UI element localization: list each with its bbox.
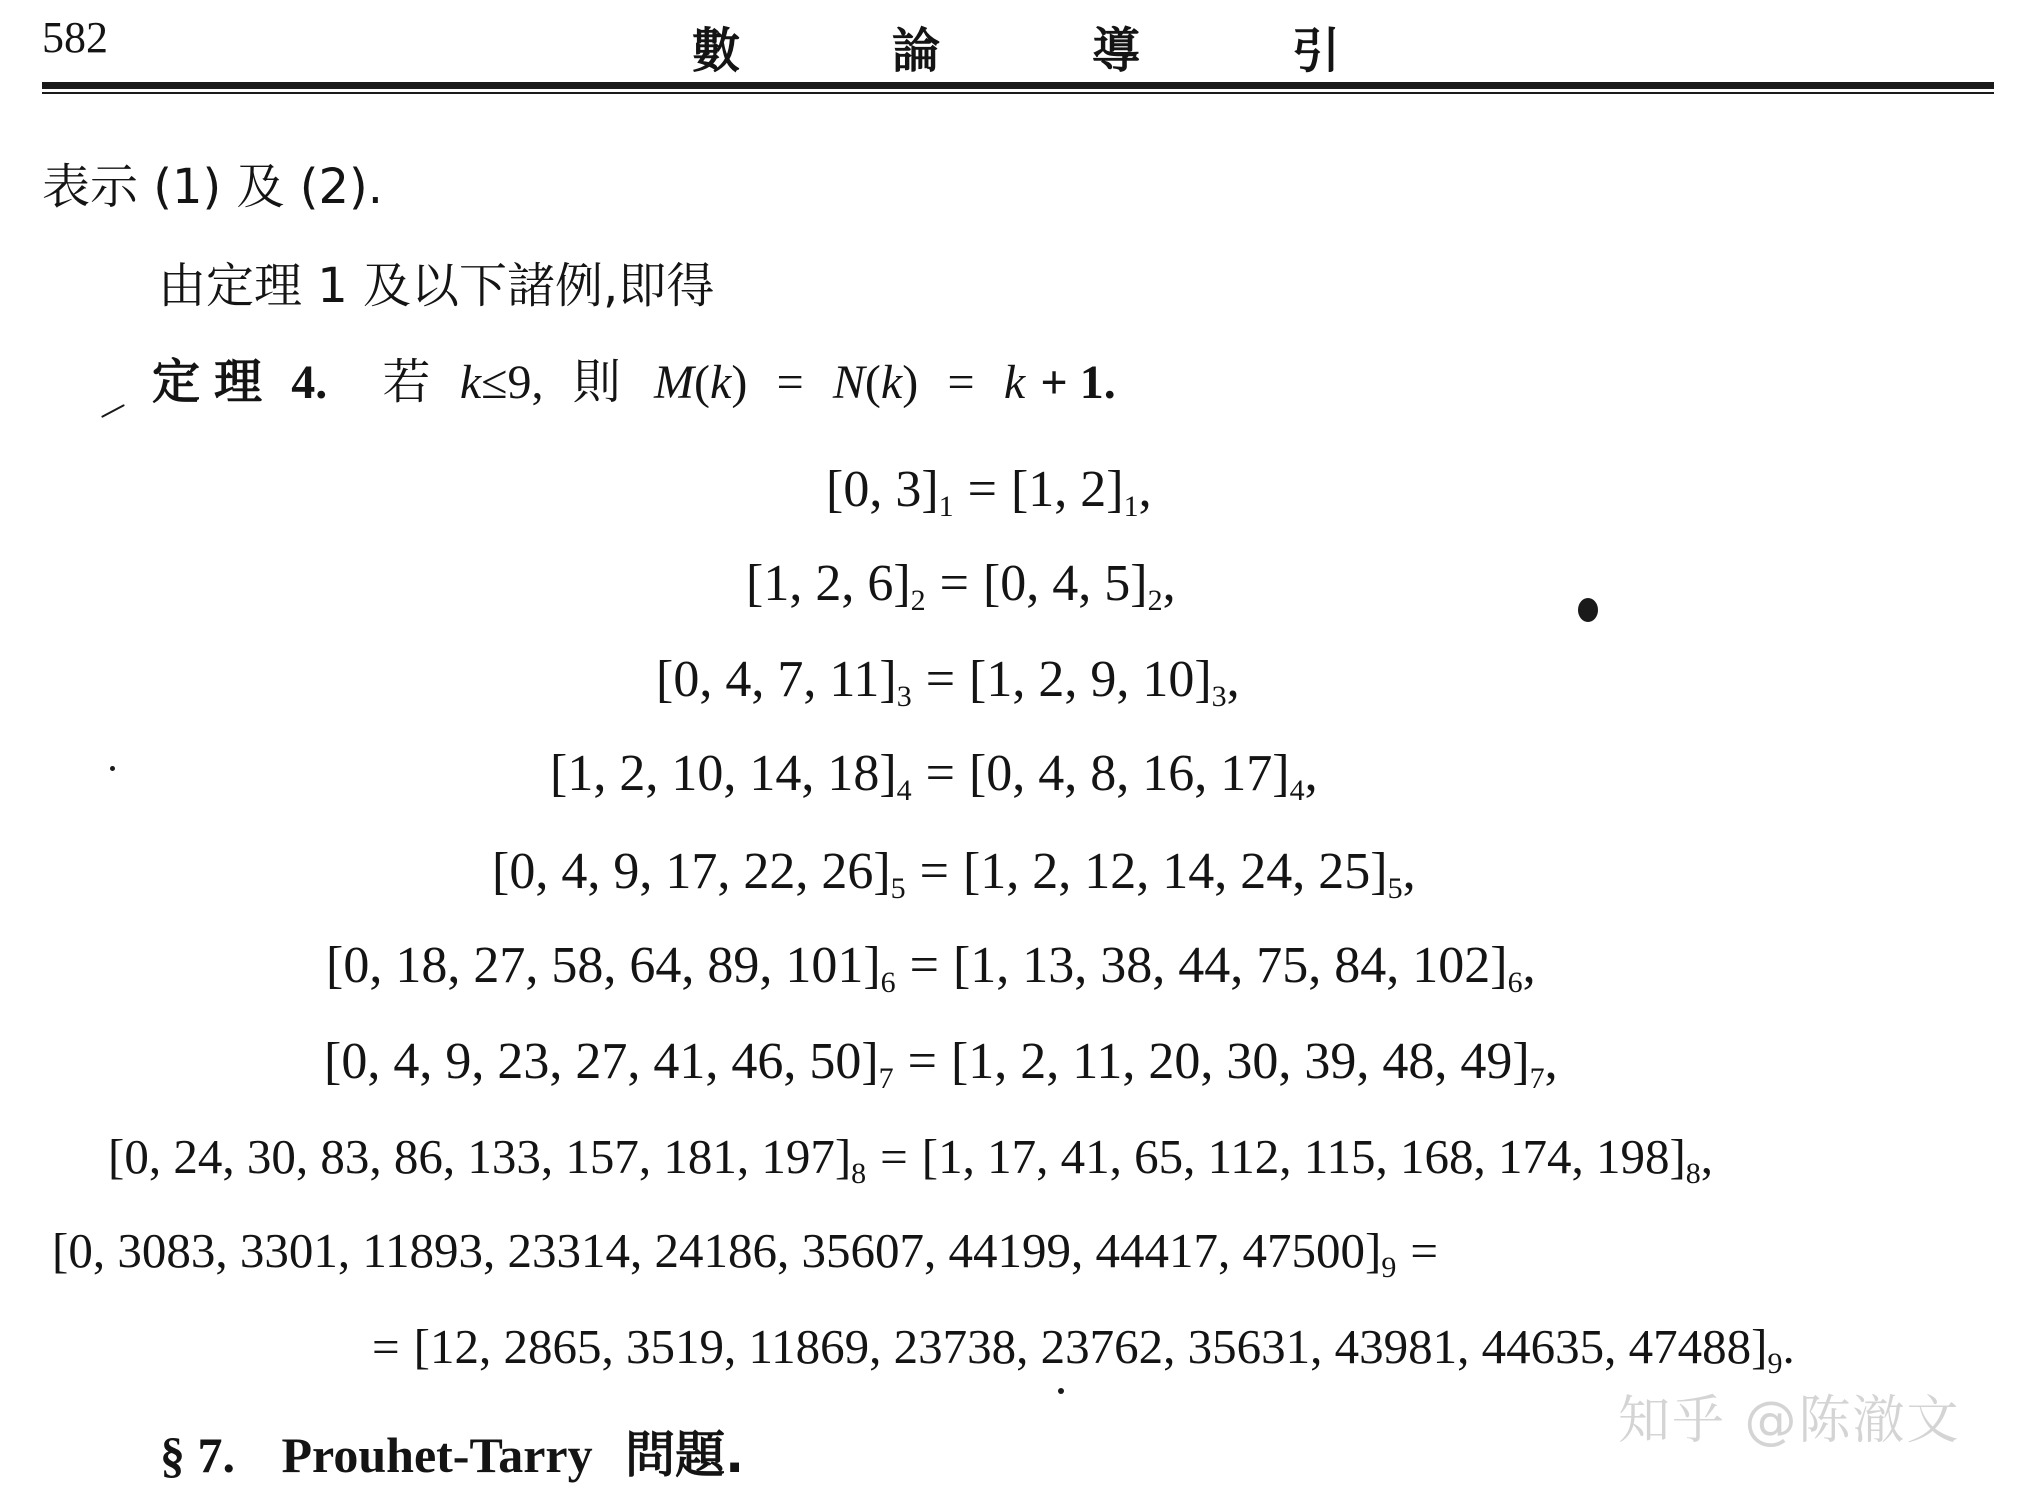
paren-close: ) [731,356,748,409]
theorem-k: k [459,356,482,409]
scan-speck [110,766,115,771]
equation-subscript: 8 [1685,1157,1701,1190]
equation-subscript: 9 [1381,1251,1397,1284]
equation-punct: , [1304,745,1318,802]
equation-subscript: 9 [1767,1347,1783,1380]
theorem-k: k [710,356,732,409]
body-line: 由定理 1 及以下諸例,即得 [158,258,715,314]
running-title-char: 數 [692,23,741,79]
section-title-suffix: 問題. [625,1426,745,1484]
equation-rhs: [1, 2] [1010,461,1124,518]
equals-sign: = [925,651,956,708]
equation-subscript: 1 [1123,490,1139,523]
theorem-k: k [1003,356,1026,409]
section-heading [160,1415,744,1487]
equation-punct: , [1162,555,1176,612]
theorem-number: 4. [291,356,328,409]
equation-subscript: 5 [1387,872,1403,905]
equation-subscript: 5 [890,872,906,905]
equation-punct: , [1402,843,1416,900]
equation-punct: , [1700,1129,1714,1184]
equation-lhs: [0, 24, 30, 83, 86, 133, 157, 181, 197] [108,1129,852,1184]
equals-sign: = [947,356,975,409]
equation-subscript: 2 [910,584,926,617]
running-title-char: 論 [892,23,941,79]
equation-lhs: [0, 3083, 3301, 11893, 23314, 24186, 35607, 44199, 44417, 47500] [52,1223,1382,1278]
equals-sign: = [372,1319,400,1374]
paren-open: ( [864,356,881,409]
equation-rhs: [1, 2, 11, 20, 30, 39, 48, 49] [950,1033,1530,1090]
equation-lhs: [0, 4, 9, 17, 22, 26] [492,843,891,900]
running-title-char: 導 [1092,23,1141,79]
equation-subscript: 4 [896,774,912,807]
equation-subscript: 1 [938,490,954,523]
theorem-k: k [880,356,903,409]
equation-punct: . [1782,1319,1795,1374]
equation-k5 [492,843,1416,905]
equation-lhs: [0, 4, 9, 23, 27, 41, 46, 50] [324,1033,879,1090]
theorem-N: N [832,356,865,409]
body-line: 表示 (1) 及 (2). [42,159,384,215]
header-rule [42,82,1994,89]
equals-sign: = [776,356,804,409]
running-title-char: 引 [1292,23,1341,79]
equation-rhs: [12, 2865, 3519, 11869, 23738, 23762, 35631, 43981, 44635, 47488] [413,1319,1768,1374]
equation-k3 [656,651,1240,713]
equation-subscript: 4 [1289,774,1305,807]
equals-sign: = [909,937,939,994]
scan-speck [101,404,125,418]
equation-lhs: [0, 18, 27, 58, 64, 89, 101] [326,937,881,994]
equals-sign: = [880,1129,908,1184]
equation-k2 [746,555,1176,617]
paren-close: ) [902,356,919,409]
equation-subscript: 7 [1529,1062,1545,1095]
equation-rhs: [0, 4, 5] [982,555,1148,612]
equation-punct: , [1522,937,1536,994]
equation-k6 [326,937,1536,999]
equals-sign: = [907,1033,937,1090]
equation-punct: , [1226,651,1240,708]
equation-rhs: [1, 17, 41, 65, 112, 115, 168, 174, 198] [921,1129,1686,1184]
equals-sign: = [967,461,997,518]
theorem-label: 定理 [152,354,277,410]
equals-sign: = [939,555,969,612]
section-title: Prouhet-Tarry [281,1427,593,1483]
equation-k1 [826,461,1152,523]
equation-lhs: [1, 2, 10, 14, 18] [550,745,897,802]
equation-k9-rhs [372,1319,1795,1380]
scan-speck [1058,1388,1064,1394]
theorem-if: 若 [382,354,431,410]
theorem-then: 則 [572,354,621,410]
equation-subscript: 6 [1507,966,1523,999]
equation-lhs: [0, 3] [826,461,939,518]
theorem-statement [152,354,1116,410]
equation-k8 [108,1129,1714,1190]
equation-k9-lhs [52,1223,1452,1284]
equals-sign: = [1410,1223,1438,1278]
equation-subscript: 7 [878,1062,894,1095]
theorem-condition: ≤9, [481,356,544,409]
equation-subscript: 2 [1147,584,1163,617]
watermark: 知乎 @陈澈文 [1618,1391,1961,1451]
equation-subscript: 8 [851,1157,867,1190]
equation-rhs: [1, 13, 38, 44, 75, 84, 102] [952,937,1508,994]
theorem-tail: + 1. [1040,356,1116,409]
header-rule-thin [42,92,1994,94]
equation-k4 [550,745,1318,807]
page-number: 582 [42,13,108,62]
equation-punct: , [1544,1033,1558,1090]
equation-punct: , [1138,461,1152,518]
equation-k7 [324,1033,1558,1095]
theorem-M: M [654,356,695,409]
equation-subscript: 3 [1211,680,1227,713]
equals-sign: = [919,843,949,900]
equation-subscript: 6 [880,966,896,999]
equation-rhs: [1, 2, 12, 14, 24, 25] [962,843,1388,900]
scan-speck [1578,598,1598,622]
equation-lhs: [0, 4, 7, 11] [656,651,897,708]
equals-sign: = [925,745,955,802]
section-mark: § 7. [160,1427,235,1483]
paren-open: ( [694,356,710,409]
equation-subscript: 3 [896,680,912,713]
equation-rhs: [0, 4, 8, 16, 17] [968,745,1290,802]
equation-lhs: [1, 2, 6] [746,555,911,612]
equation-rhs: [1, 2, 9, 10] [969,651,1212,708]
